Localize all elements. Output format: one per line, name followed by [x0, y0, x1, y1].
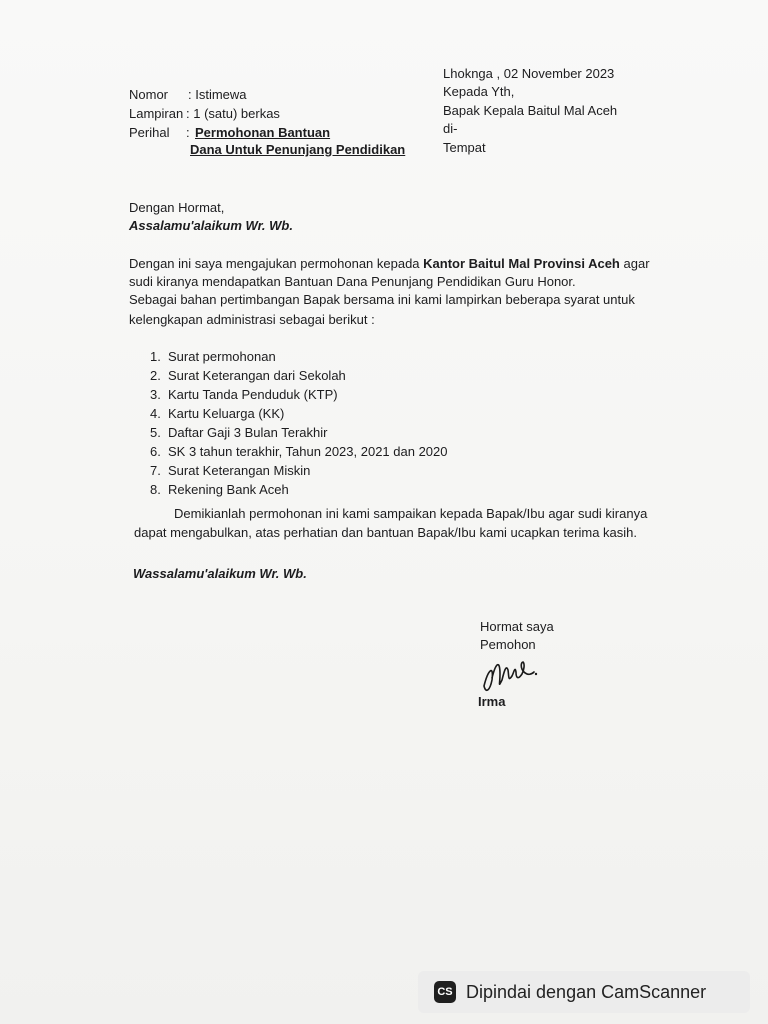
place-date: Lhoknga , 02 November 2023: [443, 66, 615, 81]
recipient-line-4: Tempat: [443, 140, 486, 155]
paragraph-1-text-b: agar: [619, 256, 650, 271]
greeting: Dengan Hormat,: [129, 200, 225, 215]
lampiran-label: Lampiran: [129, 106, 184, 121]
list-item: 8. Rekening Bank Aceh: [150, 482, 289, 497]
salam-close: Wassalamu'alaikum Wr. Wb.: [133, 566, 307, 581]
nomor-value: : Istimewa: [188, 87, 247, 102]
paragraph-2-line-2: kelengkapan administrasi sebagai berikut :: [129, 312, 375, 327]
perihal-value-line1: Permohonan Bantuan: [195, 125, 331, 140]
handwritten-signature: [478, 650, 540, 696]
signature-name: Irma: [478, 694, 506, 709]
paragraph-2-line-1: Sebagai bahan pertimbangan Bapak bersama ini kami lampirkan beberapa syarat untuk: [129, 292, 635, 307]
requirements-list: [128, 349, 448, 501]
lampiran-value: : 1 (satu) berkas: [186, 106, 280, 121]
perihal-colon: :: [186, 125, 190, 140]
list-item: 2. Surat Keterangan dari Sekolah: [150, 368, 346, 383]
paragraph-1-recipient-bold: Kantor Baitul Mal Provinsi Aceh: [423, 256, 620, 271]
perihal-value-line2: Dana Untuk Penunjang Pendidikan: [190, 142, 406, 157]
signature-hormat: Hormat saya: [480, 619, 554, 634]
recipient-line-1: Kepada Yth,: [443, 84, 515, 99]
signature-role: Pemohon: [480, 637, 536, 652]
recipient-line-2: Bapak Kepala Baitul Mal Aceh: [443, 103, 618, 118]
camscanner-watermark: [418, 971, 750, 1013]
nomor-label: Nomor: [129, 87, 169, 102]
recipient-line-3: di-: [443, 121, 458, 136]
camscanner-logo-icon: CS: [434, 981, 456, 1003]
paragraph-1-line-1: [129, 256, 650, 272]
list-item: 1. Surat permohonan: [150, 349, 276, 364]
list-item: 3. Kartu Tanda Penduduk (KTP): [150, 387, 338, 402]
list-item: 5. Daftar Gaji 3 Bulan Terakhir: [150, 425, 328, 440]
closing-line-1: Demikianlah permohonan ini kami sampaikan kepada Bapak/Ibu agar sudi kiranya: [174, 506, 648, 521]
paragraph-1-text-a: Dengan ini saya mengajukan permohonan kepada: [129, 256, 424, 271]
list-item: 6. SK 3 tahun terakhir, Tahun 2023, 2021 dan 2020: [150, 444, 448, 459]
salam-open: Assalamu'alaikum Wr. Wb.: [129, 218, 293, 233]
paragraph-1-line-2: sudi kiranya mendapatkan Bantuan Dana Penunjang Pendidikan Guru Honor.: [129, 274, 576, 289]
camscanner-text: Dipindai dengan CamScanner: [466, 981, 707, 1002]
perihal-label: Perihal: [129, 125, 170, 140]
list-item: 7. Surat Keterangan Miskin: [150, 463, 311, 478]
list-item: 4. Kartu Keluarga (KK): [150, 406, 285, 421]
closing-line-2: dapat mengabulkan, atas perhatian dan bantuan Bapak/Ibu kami ucapkan terima kasih.: [134, 525, 638, 540]
